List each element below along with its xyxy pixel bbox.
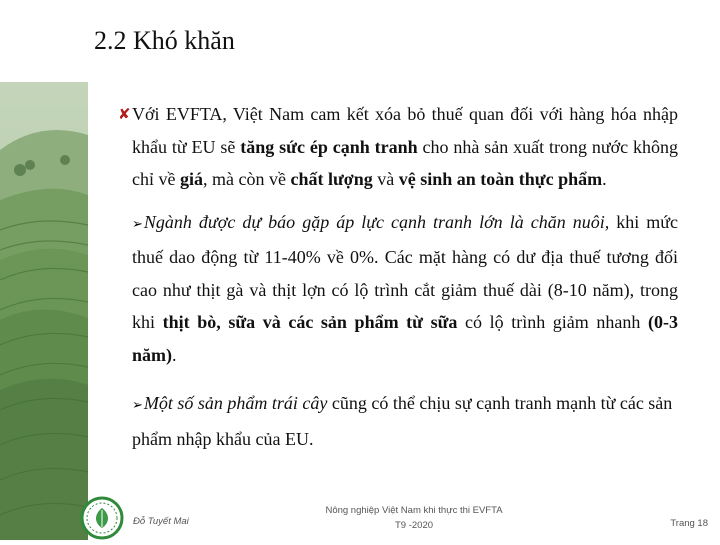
paragraph-1	[118, 98, 678, 196]
arrow-right-icon: ➢	[132, 398, 143, 413]
arrow-right-icon: ➢	[132, 216, 143, 232]
paragraph-3-text: ➢Một số sản phẩm trái cây cũng có thể chịu sự cạnh tranh mạnh từ các sản phẩm nhập khẩu của EU.	[132, 393, 673, 449]
footer-center	[314, 503, 514, 533]
footer-center-line-1: Nông nghiệp Việt Nam khi thực thi EVFTA	[325, 505, 503, 516]
x-mark-icon: ✘	[118, 105, 131, 123]
paragraph-1-text: Với EVFTA, Việt Nam cam kết xóa bỏ thuế quan đối với hàng hóa nhập khẩu từ EU sẽ tăng sức ép cạnh tranh cho nhà sản xuất trong nước không chỉ về giá, mà còn về chất lượng và vệ sinh an toàn thực phẩm.	[132, 104, 678, 189]
footer-center-line-2: T9 -2020	[394, 520, 434, 531]
paragraph-2-text: ➢Ngành được dự báo gặp áp lực cạnh tranh lớn là chăn nuôi, khi mức thuế dao động từ 11-40% về 0%. Các mặt hàng có dư địa thuế tương đối cao như thịt gà và thịt lợn có lộ trình cắt giảm thuế dài (8-10 năm), trong khi thịt bò, sữa và các sản phẩm từ sữa có lộ trình giảm nhanh (0-3 năm).	[132, 211, 678, 365]
paragraph-3	[118, 387, 678, 455]
footer-author: Đỗ Tuyết Mai	[133, 516, 189, 527]
logo-icon	[80, 496, 124, 540]
slide-content	[118, 98, 678, 455]
paragraph-2	[118, 206, 678, 372]
footer-page-number: Trang 18	[670, 518, 708, 529]
slide-title: 2.2 Khó khăn	[94, 26, 235, 55]
